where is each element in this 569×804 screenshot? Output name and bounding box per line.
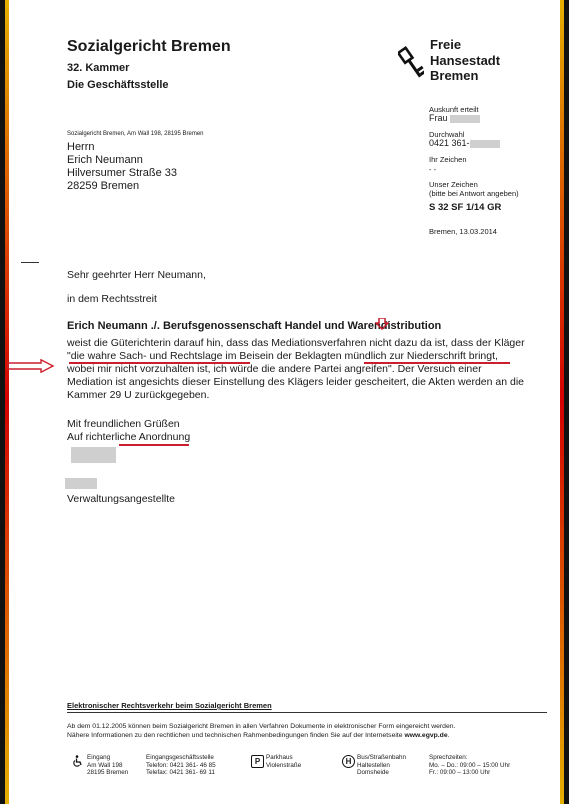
paragraph-line: weist die Güterichterin darauf hin, dass das Mediationsverfahren nicht dazu da ist, dass der Kläger	[67, 337, 525, 349]
info-value	[429, 114, 480, 123]
footer-transit-line: Bus/Straßenbahn	[357, 754, 407, 761]
bus-stop-icon: H	[342, 755, 355, 768]
case-subject: Erich Neumann ./. Berufsgenossenschaft Handel und Warendistribution	[67, 320, 442, 332]
footer-entrance	[87, 754, 128, 777]
office: Die Geschäftsstelle	[67, 79, 169, 91]
footer-link[interactable]: www.egvp.de	[404, 731, 448, 739]
footer-parking-line: Parkhaus	[266, 754, 293, 761]
paragraph-line: Kammer 29 U zurückgegeben.	[67, 389, 210, 401]
state-line: Bremen	[430, 68, 479, 83]
paragraph-line: wobei mir nicht vorzuhalten ist, ich würde die andere Partei angreifen". Der Versuch einer	[67, 363, 482, 375]
redacted-signature	[71, 447, 116, 463]
footer-title: Elektronischer Rechtsverkehr beim Sozialgericht Bremen	[67, 701, 272, 710]
footer-text: Nähere Informationen zu den rechtlichen und technischen Rahmenbedingungen finden Sie auf der Internetseite	[67, 731, 405, 739]
address-line: Erich Neumann	[67, 154, 143, 166]
footer-notice	[67, 723, 537, 740]
right-color-stripe	[560, 0, 564, 804]
paragraph-line: "die wahre Sach- und Rechtslage im Beisein der Beklagten mündlich zur Niederschrift bringt,	[67, 350, 498, 362]
state-line: Hansestadt	[430, 52, 501, 68]
your-ref-value: - -	[429, 165, 437, 174]
annotation-underline	[119, 444, 189, 446]
paragraph-line: Mediation ist angesichts dieser Einstellung des Klägers leider gescheitert, die Akten werden an die	[67, 376, 525, 388]
footer-office	[146, 754, 216, 777]
info-name: Frau	[429, 113, 448, 123]
footer-office-line: Telefax: 0421 361- 69 11	[146, 769, 215, 776]
footer-hours-line: Fr.: 09:00 – 13:00 Uhr	[429, 769, 491, 776]
arrow-right-icon	[7, 359, 55, 373]
left-color-stripe	[5, 0, 9, 804]
footer-line: Nähere Informationen zu den rechtlichen und technischen Rahmenbedingungen finden Sie auf der Internetseite www.egvp.de.	[67, 731, 450, 739]
phone-value	[429, 139, 500, 148]
footer-entrance-line: Eingang	[87, 754, 111, 761]
our-ref-note: (bitte bei Antwort angeben)	[429, 189, 519, 198]
bremen-key-icon	[398, 46, 424, 86]
body-paragraph	[67, 337, 543, 402]
state-line: Freie	[430, 37, 462, 52]
annotation-underline	[69, 362, 250, 364]
redacted-name	[65, 478, 97, 489]
footer-office-line: Eingangsgeschäftsstelle	[146, 754, 214, 761]
letter-page	[11, 4, 558, 800]
recipient-address	[67, 141, 177, 193]
annotation-underline	[364, 362, 510, 364]
wheelchair-icon	[71, 755, 83, 767]
footer-transit-line: Haltestellen	[357, 761, 390, 769]
parking-icon: P	[251, 755, 264, 768]
address-line: Herrn	[67, 141, 95, 153]
footer-hours-line: Mo. – Do.: 09:00 – 15:00 Uhr	[429, 761, 511, 769]
footer-entrance-line: Am Wall 198	[87, 761, 123, 769]
arrow-down-icon	[375, 318, 389, 330]
footer-office-line: Telefon: 0421 361- 46 85	[146, 761, 216, 769]
clerk-title: Verwaltungsangestellte	[67, 493, 175, 505]
your-ref-label: Ihr Zeichen	[429, 155, 467, 164]
footer-entrance-line: 28195 Bremen	[87, 769, 129, 776]
our-ref-label: Unser Zeichen	[429, 180, 478, 189]
footer-transit	[357, 754, 406, 777]
info-label: Auskunft erteilt	[429, 105, 479, 114]
sender-line: Sozialgericht Bremen, Am Wall 198, 28195 Bremen	[67, 131, 204, 137]
phone-label: Durchwahl	[429, 130, 465, 139]
footer-hours-line: Sprechzeiten:	[429, 754, 468, 761]
case-reference: S 32 SF 1/14 GR	[429, 202, 502, 213]
fold-mark	[21, 262, 39, 263]
footer-divider	[67, 712, 547, 713]
state-name	[430, 37, 500, 84]
court-name: Sozialgericht Bremen	[67, 38, 231, 55]
phone-number: 0421 361-	[429, 138, 470, 148]
footer-line: Ab dem 01.12.2005 können beim Sozialgericht Bremen in allen Verfahren Dokumente in elektronischer Form eingereicht werden.	[67, 723, 456, 730]
address-line: 28259 Bremen	[67, 180, 140, 192]
footer-transit-line: Domsheide	[357, 769, 389, 776]
footer-hours	[429, 754, 510, 777]
closing-line: Mit freundlichen Grüßen	[67, 418, 180, 430]
address-line: Hilversumer Straße 33	[67, 167, 178, 179]
closing-line: Auf richterliche Anordnung	[67, 431, 191, 443]
salutation: Sehr geehrter Herr Neumann,	[67, 269, 206, 281]
intro-text: in dem Rechtsstreit	[67, 293, 157, 305]
footer-parking-line: Violenstraße	[266, 761, 302, 769]
closing	[67, 418, 190, 444]
letter-date: Bremen, 13.03.2014	[429, 227, 497, 236]
chamber: 32. Kammer	[67, 62, 130, 74]
redacted-block	[450, 115, 480, 123]
redacted-block	[470, 140, 500, 148]
footer-parking	[266, 754, 301, 769]
